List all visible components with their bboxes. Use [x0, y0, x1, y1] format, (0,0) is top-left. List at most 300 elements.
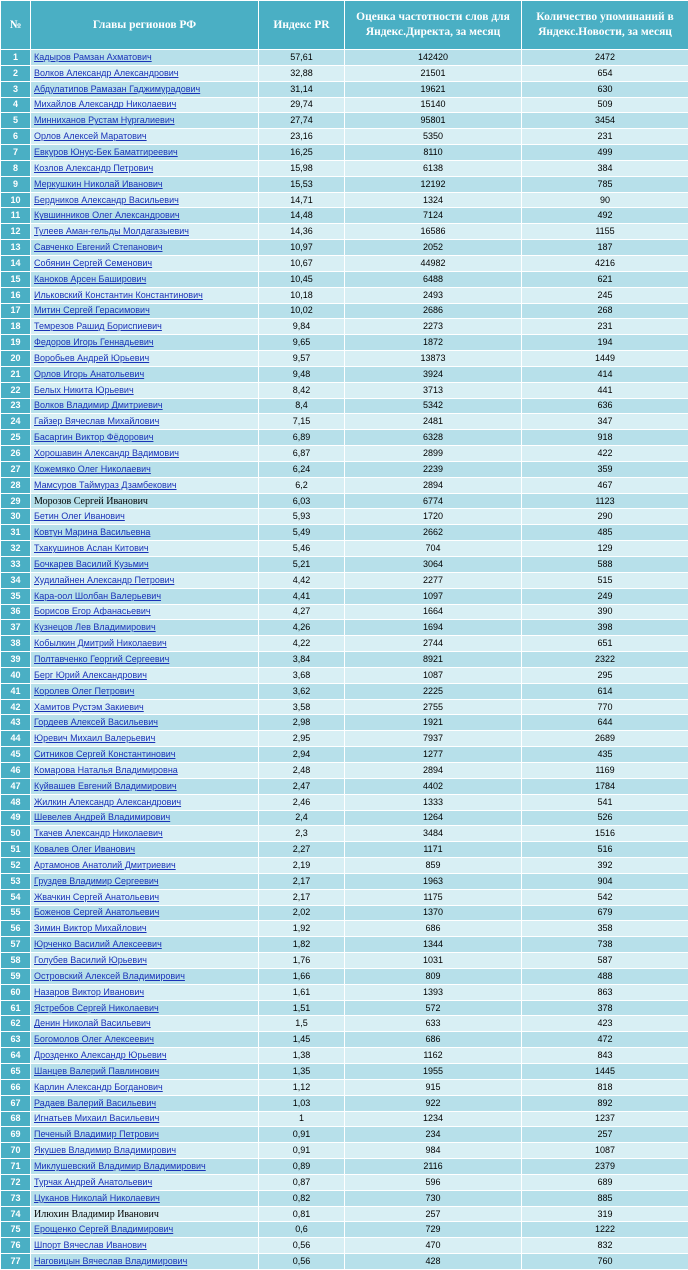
governor-name-cell [31, 715, 259, 731]
table-row [1, 160, 688, 176]
frequency-value: 1955 [345, 1064, 522, 1080]
table-row [1, 826, 688, 842]
governor-name-link[interactable]: Кожемяко Олег Николаевич [34, 463, 151, 474]
governor-name-link[interactable]: Худилайнен Александр Петрович [34, 574, 175, 585]
frequency-value: 2116 [345, 1159, 522, 1175]
table-row [1, 509, 688, 525]
table-row [1, 731, 688, 747]
governor-name-link[interactable]: Федоров Игорь Геннадьевич [34, 337, 154, 348]
governor-name-link[interactable]: Кобылкин Дмитрий Николаевич [34, 638, 167, 649]
governor-name-cell [31, 414, 259, 430]
governor-name-link[interactable]: Козлов Александр Петрович [34, 162, 154, 173]
governor-name-link[interactable]: Голубев Василий Юрьевич [34, 955, 147, 966]
governor-name-link[interactable]: Берг Юрий Александрович [34, 669, 147, 680]
mentions-value: 636 [522, 398, 688, 414]
governor-name-link[interactable]: Темрезов Рашид Бориспиевич [34, 321, 162, 332]
row-number: 27 [1, 461, 31, 477]
governor-name-link[interactable]: Савченко Евгений Степанович [34, 242, 163, 253]
mentions-value: 392 [522, 858, 688, 874]
pr-index-value: 2,27 [259, 842, 345, 858]
table-row [1, 414, 688, 430]
table-row [1, 1222, 688, 1238]
governor-name-cell [31, 382, 259, 398]
pr-index-value: 1,12 [259, 1079, 345, 1095]
frequency-value: 2662 [345, 525, 522, 541]
governor-name-cell [31, 937, 259, 953]
governor-name-link[interactable]: Миклушевский Владимир Владимирович [34, 1160, 206, 1171]
pr-index-value: 15,53 [259, 176, 345, 192]
frequency-value: 2481 [345, 414, 522, 430]
mentions-value: 621 [522, 271, 688, 287]
mentions-value: 1449 [522, 351, 688, 367]
table-row [1, 1159, 688, 1175]
row-number: 65 [1, 1064, 31, 1080]
governor-name-link[interactable]: Хорошавин Александр Вадимович [34, 448, 179, 459]
governor-name-cell [31, 1032, 259, 1048]
frequency-value: 3924 [345, 366, 522, 382]
mentions-value: 863 [522, 984, 688, 1000]
governor-name-link[interactable]: Абдулатипов Рамазан Гаджимурадович [34, 83, 201, 94]
governor-name-cell [31, 398, 259, 414]
frequency-value: 984 [345, 1143, 522, 1159]
mentions-value: 843 [522, 1048, 688, 1064]
governor-name-link[interactable]: Кувшинников Олег Александрович [34, 210, 180, 221]
mentions-value: 398 [522, 620, 688, 636]
pr-index-value: 3,68 [259, 667, 345, 683]
governor-name-link[interactable]: Ковтун Марина Васильевна [34, 527, 151, 538]
pr-index-value: 6,87 [259, 446, 345, 462]
frequency-value: 859 [345, 858, 522, 874]
governor-name-link[interactable]: Зимин Виктор Михайлович [34, 923, 147, 934]
table-row [1, 430, 688, 446]
mentions-value: 319 [522, 1206, 688, 1222]
governor-name-cell [31, 319, 259, 335]
mentions-value: 384 [522, 160, 688, 176]
frequency-value: 1664 [345, 604, 522, 620]
pr-index-value: 10,97 [259, 240, 345, 256]
mentions-value: 423 [522, 1016, 688, 1032]
table-row [1, 50, 688, 66]
pr-index-value: 2,94 [259, 747, 345, 763]
table-row [1, 366, 688, 382]
governor-name-cell [31, 572, 259, 588]
governor-name-cell [31, 1000, 259, 1016]
table-row [1, 968, 688, 984]
row-number: 10 [1, 192, 31, 208]
governor-name-link[interactable]: Богомолов Олег Алексеевич [34, 1034, 154, 1045]
governor-name-cell [31, 778, 259, 794]
governor-name-cell [31, 842, 259, 858]
governor-name-link[interactable]: Минниханов Рустам Нургалиевич [34, 115, 175, 126]
pr-index-value: 3,58 [259, 699, 345, 715]
frequency-value: 15140 [345, 97, 522, 113]
governor-name-link[interactable]: Ситников Сергей Константинович [34, 749, 176, 760]
mentions-value: 2689 [522, 731, 688, 747]
pr-index-value: 0,6 [259, 1222, 345, 1238]
governor-name-link[interactable]: Турчак Андрей Анатольевич [34, 1176, 153, 1187]
mentions-value: 129 [522, 541, 688, 557]
row-number: 47 [1, 778, 31, 794]
governor-name-link[interactable]: Игнатьев Михаил Васильевич [34, 1113, 160, 1124]
frequency-value: 7937 [345, 731, 522, 747]
row-number: 12 [1, 224, 31, 240]
mentions-value: 249 [522, 588, 688, 604]
mentions-value: 358 [522, 921, 688, 937]
frequency-value: 572 [345, 1000, 522, 1016]
governor-name-cell [31, 335, 259, 351]
governor-name-link[interactable]: Воробьев Андрей Юрьевич [34, 352, 150, 363]
governor-name-link[interactable]: Ерощенко Сергей Владимирович [34, 1224, 174, 1235]
pr-index-value: 6,2 [259, 477, 345, 493]
governor-name-link[interactable]: Цуканов Николай Николаевич [34, 1192, 160, 1203]
governor-name-cell [31, 1222, 259, 1238]
table-row [1, 113, 688, 129]
row-number: 35 [1, 588, 31, 604]
row-number: 38 [1, 636, 31, 652]
mentions-value: 4216 [522, 255, 688, 271]
pr-index-value: 0,82 [259, 1190, 345, 1206]
mentions-value: 1516 [522, 826, 688, 842]
pr-index-value: 1,92 [259, 921, 345, 937]
table-row [1, 652, 688, 668]
governor-name-cell [31, 208, 259, 224]
row-number: 31 [1, 525, 31, 541]
pr-index-value: 3,84 [259, 652, 345, 668]
frequency-value: 686 [345, 921, 522, 937]
governor-name-link[interactable]: Бочкарев Василий Кузьмич [34, 558, 149, 569]
mentions-value: 630 [522, 81, 688, 97]
governor-name-cell [31, 873, 259, 889]
governor-name-cell [31, 477, 259, 493]
governor-name-link[interactable]: Кадыров Рамзан Ахматович [34, 51, 152, 62]
table-row [1, 984, 688, 1000]
pr-index-value: 32,88 [259, 65, 345, 81]
mentions-value: 290 [522, 509, 688, 525]
frequency-value: 3484 [345, 826, 522, 842]
row-number: 54 [1, 889, 31, 905]
governor-name-link[interactable]: Орлов Алексей Маратович [34, 131, 147, 142]
governor-name-link[interactable]: Радаев Валерий Васильевич [34, 1097, 157, 1108]
row-number: 45 [1, 747, 31, 763]
governor-name-link[interactable]: Ковалев Олег Иванович [34, 844, 136, 855]
governor-name-link[interactable]: Куйвашев Евгений Владимирович [34, 780, 177, 791]
pr-index-value: 5,21 [259, 557, 345, 573]
header-pr-index: Индекс PR [259, 1, 345, 50]
governor-name-cell [31, 652, 259, 668]
table-row [1, 1064, 688, 1080]
pr-index-value: 2,98 [259, 715, 345, 731]
frequency-value: 2493 [345, 287, 522, 303]
row-number: 59 [1, 968, 31, 984]
pr-index-value: 4,26 [259, 620, 345, 636]
row-number: 32 [1, 541, 31, 557]
pr-index-value: 4,22 [259, 636, 345, 652]
table-row [1, 129, 688, 145]
row-number: 25 [1, 430, 31, 446]
pr-index-value: 57,61 [259, 50, 345, 66]
mentions-value: 904 [522, 873, 688, 889]
governor-name-cell [31, 1064, 259, 1080]
frequency-value: 1097 [345, 588, 522, 604]
table-row [1, 446, 688, 462]
governor-name-cell [31, 762, 259, 778]
governor-name-link[interactable]: Шанцев Валерий Павлинович [34, 1065, 160, 1076]
governor-name-link[interactable]: Полтавченко Георгий Сергеевич [34, 653, 170, 664]
governor-name-cell [31, 1143, 259, 1159]
governor-name-link[interactable]: Волков Александр Александрович [34, 67, 179, 78]
governor-name-link[interactable]: Тхакушинов Аслан Китович [34, 543, 149, 554]
mentions-value: 414 [522, 366, 688, 382]
table-row [1, 1048, 688, 1064]
governor-name-cell [31, 525, 259, 541]
governor-name-link[interactable]: Мамсуров Таймураз Дзамбекович [34, 479, 177, 490]
pr-index-value: 10,67 [259, 255, 345, 271]
governor-name-cell [31, 921, 259, 937]
table-row [1, 303, 688, 319]
pr-index-value: 6,89 [259, 430, 345, 446]
pr-index-value: 1,51 [259, 1000, 345, 1016]
pr-index-value: 1,45 [259, 1032, 345, 1048]
row-number: 19 [1, 335, 31, 351]
table-header [1, 1, 688, 50]
frequency-value: 1175 [345, 889, 522, 905]
frequency-value: 1393 [345, 984, 522, 1000]
governor-name-link[interactable]: Жвачкин Сергей Анатольевич [34, 891, 160, 902]
table-row [1, 493, 688, 509]
governor-name-cell [31, 1174, 259, 1190]
governor-name-link[interactable]: Михайлов Александр Николаевич [34, 99, 177, 110]
governor-name-link[interactable]: Дрозденко Александр Юрьевич [34, 1050, 167, 1061]
governor-name-link[interactable]: Шевелев Андрей Владимирович [34, 812, 171, 823]
governor-name-cell [31, 287, 259, 303]
governor-name-link[interactable]: Комарова Наталья Владимировна [34, 764, 178, 775]
frequency-value: 12192 [345, 176, 522, 192]
mentions-value: 378 [522, 1000, 688, 1016]
row-number: 51 [1, 842, 31, 858]
pr-index-value: 2,19 [259, 858, 345, 874]
governor-name-link[interactable]: Юрченко Василий Алексеевич [34, 939, 162, 950]
mentions-value: 1087 [522, 1143, 688, 1159]
row-number: 43 [1, 715, 31, 731]
row-number: 68 [1, 1111, 31, 1127]
table-row [1, 145, 688, 161]
frequency-value: 2239 [345, 461, 522, 477]
table-row [1, 1254, 688, 1270]
row-number: 16 [1, 287, 31, 303]
pr-index-value: 2,47 [259, 778, 345, 794]
mentions-value: 2472 [522, 50, 688, 66]
table-row [1, 620, 688, 636]
governor-name-link[interactable]: Якушев Владимир Владимирович [34, 1145, 177, 1156]
governor-name-link[interactable]: Евкуров Юнус-Бек Баматгиреевич [34, 146, 178, 157]
frequency-value: 2277 [345, 572, 522, 588]
table-row [1, 65, 688, 81]
frequency-value: 6774 [345, 493, 522, 509]
pr-index-value: 7,15 [259, 414, 345, 430]
frequency-value: 4402 [345, 778, 522, 794]
frequency-value: 1234 [345, 1111, 522, 1127]
governor-name-link[interactable]: Назаров Виктор Иванович [34, 986, 145, 997]
mentions-value: 509 [522, 97, 688, 113]
governor-name-link[interactable]: Ястребов Сергей Николаевич [34, 1002, 159, 1013]
table-row [1, 351, 688, 367]
governor-name-link[interactable]: Юревич Михаил Валерьевич [34, 733, 156, 744]
pr-index-value: 1 [259, 1111, 345, 1127]
governor-name-link[interactable]: Кузнецов Лев Владимирович [34, 622, 156, 633]
pr-index-value: 1,38 [259, 1048, 345, 1064]
row-number: 58 [1, 953, 31, 969]
governor-name-link[interactable]: Бердников Александр Васильевич [34, 194, 179, 205]
governor-name-link[interactable]: Волков Владимир Дмитриевич [34, 400, 163, 411]
pr-index-value: 2,48 [259, 762, 345, 778]
frequency-value: 16586 [345, 224, 522, 240]
governor-name-cell [31, 541, 259, 557]
frequency-value: 2899 [345, 446, 522, 462]
frequency-value: 3064 [345, 557, 522, 573]
pr-index-value: 8,4 [259, 398, 345, 414]
table-row [1, 667, 688, 683]
governor-name-link[interactable]: Ткачев Александр Николаевич [34, 828, 163, 839]
governor-name-link[interactable]: Бетин Олег Иванович [34, 511, 125, 522]
row-number: 57 [1, 937, 31, 953]
frequency-value: 1720 [345, 509, 522, 525]
frequency-value: 922 [345, 1095, 522, 1111]
mentions-value: 1169 [522, 762, 688, 778]
pr-index-value: 9,48 [259, 366, 345, 382]
table-row [1, 1206, 688, 1222]
frequency-value: 6138 [345, 160, 522, 176]
governor-name-link[interactable]: Гайзер Вячеслав Михайлович [34, 416, 160, 427]
row-number: 46 [1, 762, 31, 778]
mentions-value: 738 [522, 937, 688, 953]
governor-name-cell [31, 810, 259, 826]
mentions-value: 516 [522, 842, 688, 858]
governor-name-link[interactable]: Митин Сергей Герасимович [34, 305, 150, 316]
row-number: 15 [1, 271, 31, 287]
mentions-value: 2379 [522, 1159, 688, 1175]
table-row [1, 1000, 688, 1016]
mentions-value: 832 [522, 1238, 688, 1254]
governor-name-link[interactable]: Шпорт Вячеслав Иванович [34, 1240, 147, 1251]
row-number: 55 [1, 905, 31, 921]
governor-name-link[interactable]: Тулеев Аман-гельды Молдагазыевич [34, 226, 189, 237]
mentions-value: 492 [522, 208, 688, 224]
governor-name-cell [31, 667, 259, 683]
table-row [1, 461, 688, 477]
governor-name-link[interactable]: Королев Олег Петрович [34, 685, 135, 696]
governor-name-link[interactable]: Денин Николай Васильевич [34, 1018, 151, 1029]
governor-name-link[interactable]: Собянин Сергей Семенович [34, 257, 153, 268]
governor-name-link[interactable]: Борисов Егор Афанасьевич [34, 606, 151, 617]
table-row [1, 810, 688, 826]
governor-name-link[interactable]: Меркушкин Николай Иванович [34, 178, 163, 189]
governor-name-link[interactable]: Ильковский Константин Константинович [34, 289, 203, 300]
mentions-value: 390 [522, 604, 688, 620]
governor-name-cell [31, 81, 259, 97]
pr-index-value: 2,95 [259, 731, 345, 747]
governor-name-link[interactable]: Карлин Александр Богданович [34, 1081, 163, 1092]
mentions-value: 614 [522, 683, 688, 699]
frequency-value: 633 [345, 1016, 522, 1032]
pr-index-value: 29,74 [259, 97, 345, 113]
governor-name-link[interactable]: Печеный Владимир Петрович [34, 1129, 159, 1140]
governor-name-link[interactable]: Артамонов Анатолий Дмитриевич [34, 859, 176, 870]
governor-name-link[interactable]: Орлов Игорь Анатольевич [34, 368, 145, 379]
table-row [1, 937, 688, 953]
governor-name-link[interactable]: Островский Алексей Владимирович [34, 970, 185, 981]
governor-name-link[interactable]: Груздев Владимир Сергеевич [34, 875, 159, 886]
governor-name-cell [31, 461, 259, 477]
pr-index-value: 2,3 [259, 826, 345, 842]
governor-name-cell [31, 351, 259, 367]
row-number: 14 [1, 255, 31, 271]
row-number: 11 [1, 208, 31, 224]
governor-name-link[interactable]: Гордеев Алексей Васильевич [34, 717, 158, 728]
table-row [1, 747, 688, 763]
mentions-value: 1222 [522, 1222, 688, 1238]
row-number: 44 [1, 731, 31, 747]
row-number: 73 [1, 1190, 31, 1206]
governor-name-link[interactable]: Кара-оол Шолбан Валерьевич [34, 590, 162, 601]
row-number: 77 [1, 1254, 31, 1270]
pr-index-value: 1,61 [259, 984, 345, 1000]
row-number: 71 [1, 1159, 31, 1175]
row-number: 34 [1, 572, 31, 588]
mentions-value: 1784 [522, 778, 688, 794]
mentions-value: 472 [522, 1032, 688, 1048]
governor-name-cell [31, 224, 259, 240]
pr-index-value: 2,02 [259, 905, 345, 921]
mentions-value: 359 [522, 461, 688, 477]
row-number: 9 [1, 176, 31, 192]
frequency-value: 7124 [345, 208, 522, 224]
governor-name-link[interactable]: Басаргин Виктор Фёдорович [34, 432, 154, 443]
governor-name-cell [31, 303, 259, 319]
governor-name-link[interactable]: Жилкин Александр Александрович [34, 796, 182, 807]
frequency-value: 95801 [345, 113, 522, 129]
governor-name-link[interactable]: Наговицын Вячеслав Владимирович [34, 1256, 188, 1267]
frequency-value: 234 [345, 1127, 522, 1143]
governor-name-link[interactable]: Белых Никита Юрьевич [34, 384, 134, 395]
pr-index-value: 15,98 [259, 160, 345, 176]
frequency-value: 1694 [345, 620, 522, 636]
governor-name-cell [31, 604, 259, 620]
table-row [1, 572, 688, 588]
row-number: 5 [1, 113, 31, 129]
mentions-value: 1237 [522, 1111, 688, 1127]
pr-index-value: 14,71 [259, 192, 345, 208]
governor-name-cell [31, 1190, 259, 1206]
governor-name-cell [31, 953, 259, 969]
pr-index-value: 14,48 [259, 208, 345, 224]
table-row [1, 1079, 688, 1095]
row-number: 53 [1, 873, 31, 889]
row-number: 21 [1, 366, 31, 382]
table-row [1, 240, 688, 256]
governor-name-cell [31, 1238, 259, 1254]
governor-name-link[interactable]: Каноков Арсен Баширович [34, 273, 147, 284]
row-number: 56 [1, 921, 31, 937]
pr-index-value: 9,57 [259, 351, 345, 367]
row-number: 64 [1, 1048, 31, 1064]
governor-name-link[interactable]: Боженов Сергей Анатольевич [34, 907, 160, 918]
mentions-value: 441 [522, 382, 688, 398]
pr-index-value: 6,03 [259, 493, 345, 509]
pr-index-value: 2,17 [259, 889, 345, 905]
mentions-value: 587 [522, 953, 688, 969]
governor-name-link[interactable]: Хамитов Рустэм Закиевич [34, 701, 144, 712]
row-number: 48 [1, 794, 31, 810]
